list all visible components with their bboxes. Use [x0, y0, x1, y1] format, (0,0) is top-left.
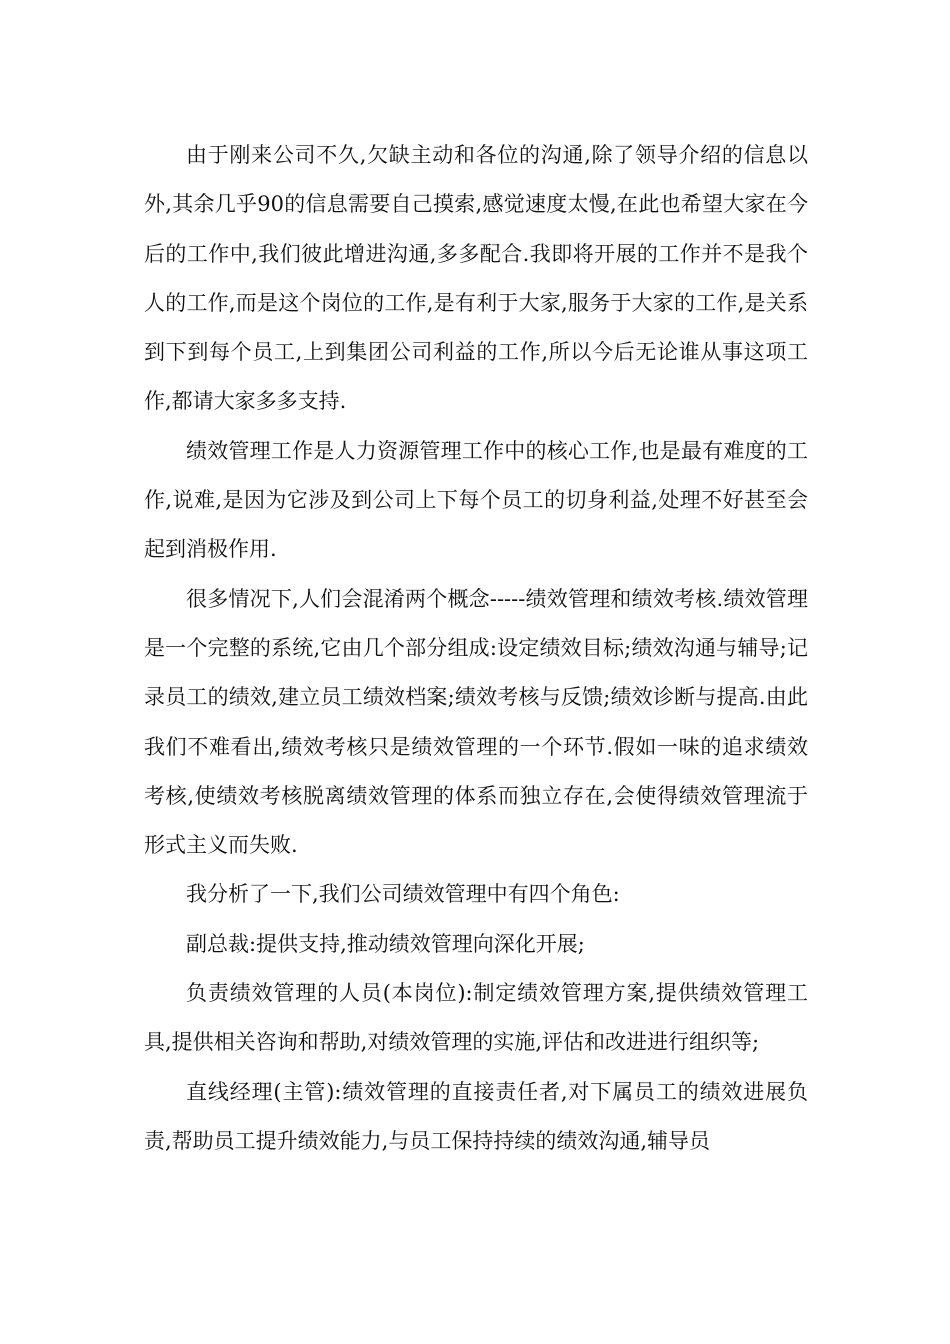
paragraph-performance-core: 绩效管理工作是人力资源管理工作中的核心工作,也是最有难度的工作,说难,是因为它涉及到公司上下每个员工的切身利益,处理不好甚至会起到消极作用.	[144, 438, 808, 562]
paragraph-vice-president: 副总裁:提供支持,推动绩效管理向深化开展;	[186, 931, 585, 956]
paragraph-performance-concepts: 很多情况下,人们会混淆两个概念-----绩效管理和绩效考核.绩效管理是一个完整的系统,它由几个部分组成:设定绩效目标;绩效沟通与辅导;记录员工的绩效,建立员工绩效档案;绩效考核与反馈;绩效诊断与提高.由此我们不难看出,绩效考核只是绩效管理的一个环节.假如一味的追求绩效考核,使绩效考核脱离绩效管理的体系而独立存在,会使得绩效管理流于形式主义而失败.	[144, 586, 808, 858]
paragraph-four-roles: 我分析了一下,我们公司绩效管理中有四个角色:	[186, 882, 620, 907]
paragraph-communication: 由于刚来公司不久,欠缺主动和各位的沟通,除了领导介绍的信息以外,其余几乎90的信息需要自己摸索,感觉速度太慢,在此也希望大家在今后的工作中,我们彼此增进沟通,多多配合.我即将开展的工作并不是我个人的工作,而是这个岗位的工作,是有利于大家,服务于大家的工作,是关系到下到每个员工,上到集团公司利益的工作,所以今后无论谁从事这项工作,都请大家多多支持.	[144, 143, 808, 414]
paragraph-line-manager: 直线经理(主管):绩效管理的直接责任者,对下属员工的绩效进展负责,帮助员工提升绩效能力,与员工保持持续的绩效沟通,辅导员	[144, 1079, 808, 1153]
document-body	[144, 131, 808, 1166]
paragraph-performance-staff: 负责绩效管理的人员(本岗位):制定绩效管理方案,提供绩效管理工具,提供相关咨询和帮助,对绩效管理的实施,评估和改进进行组织等;	[144, 981, 808, 1055]
